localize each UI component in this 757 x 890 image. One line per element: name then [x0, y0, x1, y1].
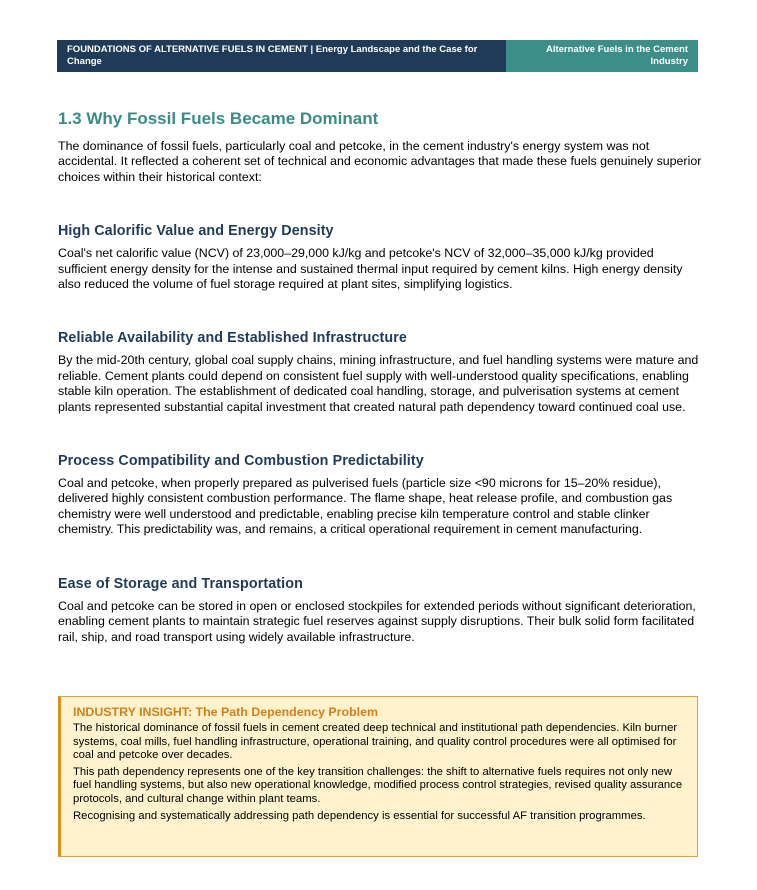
subsection-body: Coal and petcoke, when properly prepared as pulverised fuels (particle size <90 microns for 15–20% residue), delivered highly consistent combustion performance. The flame shape, heat release profile, and combustion gas chemistry were well understood and predictable, enabling precise kiln temperature control and stable clinker chemistry. This predictability was, and remains, a critical operational requirement in cement manufacturing. — [58, 476, 673, 537]
subsection-calorific-value — [58, 222, 703, 292]
subsection-process-compatibility — [58, 452, 703, 538]
callout-paragraph: Recognising and systematically addressing path dependency is essential for successful AF transition programmes. — [73, 809, 646, 822]
subsection-body: Coal and petcoke can be stored in open or enclosed stockpiles for extended periods without significant deterioration, enabling cement plants to maintain strategic fuel reserves against supply disruptions. Their bulk solid form facilitated rail, ship, and road transport using widely available infrastructure. — [58, 598, 696, 644]
callout-paragraph: This path dependency represents one of the key transition challenges: the shift to alternative fuels requires not only new fuel handling systems, but also new operational knowledge, modified process control strategies, revised quality assurance protocols, and cultural change within plant teams. — [73, 765, 683, 805]
subsection-availability — [58, 329, 703, 415]
subsection-heading: Ease of Storage and Transportation — [58, 575, 303, 592]
subsection-heading: High Calorific Value and Energy Density — [58, 223, 334, 240]
subsection-heading: Process Compatibility and Combustion Predictability — [58, 453, 424, 470]
callout-paragraph: The historical dominance of fossil fuels in cement created deep technical and institutional path dependencies. Kiln burner systems, coal mills, fuel handling infrastructure, operational training, and quality control procedures were all optimised for coal and petcoke over decades. — [73, 722, 678, 762]
subsection-body: By the mid-20th century, global coal supply chains, mining infrastructure, and fuel handling systems were mature and reliable. Cement plants could depend on consistent fuel supply with well-understood quality specifications, enabling stable kiln operation. The establishment of dedicated coal handling, storage, and pulverisation systems at cement plants represented substantial capital investment that created natural path dependency toward continued coal use. — [58, 353, 699, 414]
callout-title: INDUSTRY INSIGHT: The Path Dependency Problem — [73, 705, 378, 719]
main-content — [58, 108, 703, 645]
section-title: 1.3 Why Fossil Fuels Became Dominant — [58, 109, 379, 128]
subsection-body: Coal's net calorific value (NCV) of 23,000–29,000 kJ/kg and petcoke's NCV of 32,000–35,000 kJ/kg provided sufficient energy density for the intense and sustained thermal input required by cement kilns. High energy density also reduced the volume of fuel storage required at plant sites, simplifying logistics. — [58, 246, 683, 292]
subsection-heading: Reliable Availability and Established Infrastructure — [58, 330, 407, 347]
section-intro: The dominance of fossil fuels, particularly coal and petcoke, in the cement industry's energy system was not accidental. It reflected a coherent set of technical and economic advantages that made these fuels genuinely superior choices within their historical context: — [58, 139, 702, 184]
header-document-title: FOUNDATIONS OF ALTERNATIVE FUELS IN CEMENT | Energy Landscape and the Case for Change — [57, 40, 506, 72]
subsection-storage-transport — [58, 575, 703, 645]
header-document-subject: Alternative Fuels in the Cement Industry — [506, 40, 698, 72]
industry-insight-callout — [58, 696, 698, 857]
page-header — [57, 40, 698, 72]
